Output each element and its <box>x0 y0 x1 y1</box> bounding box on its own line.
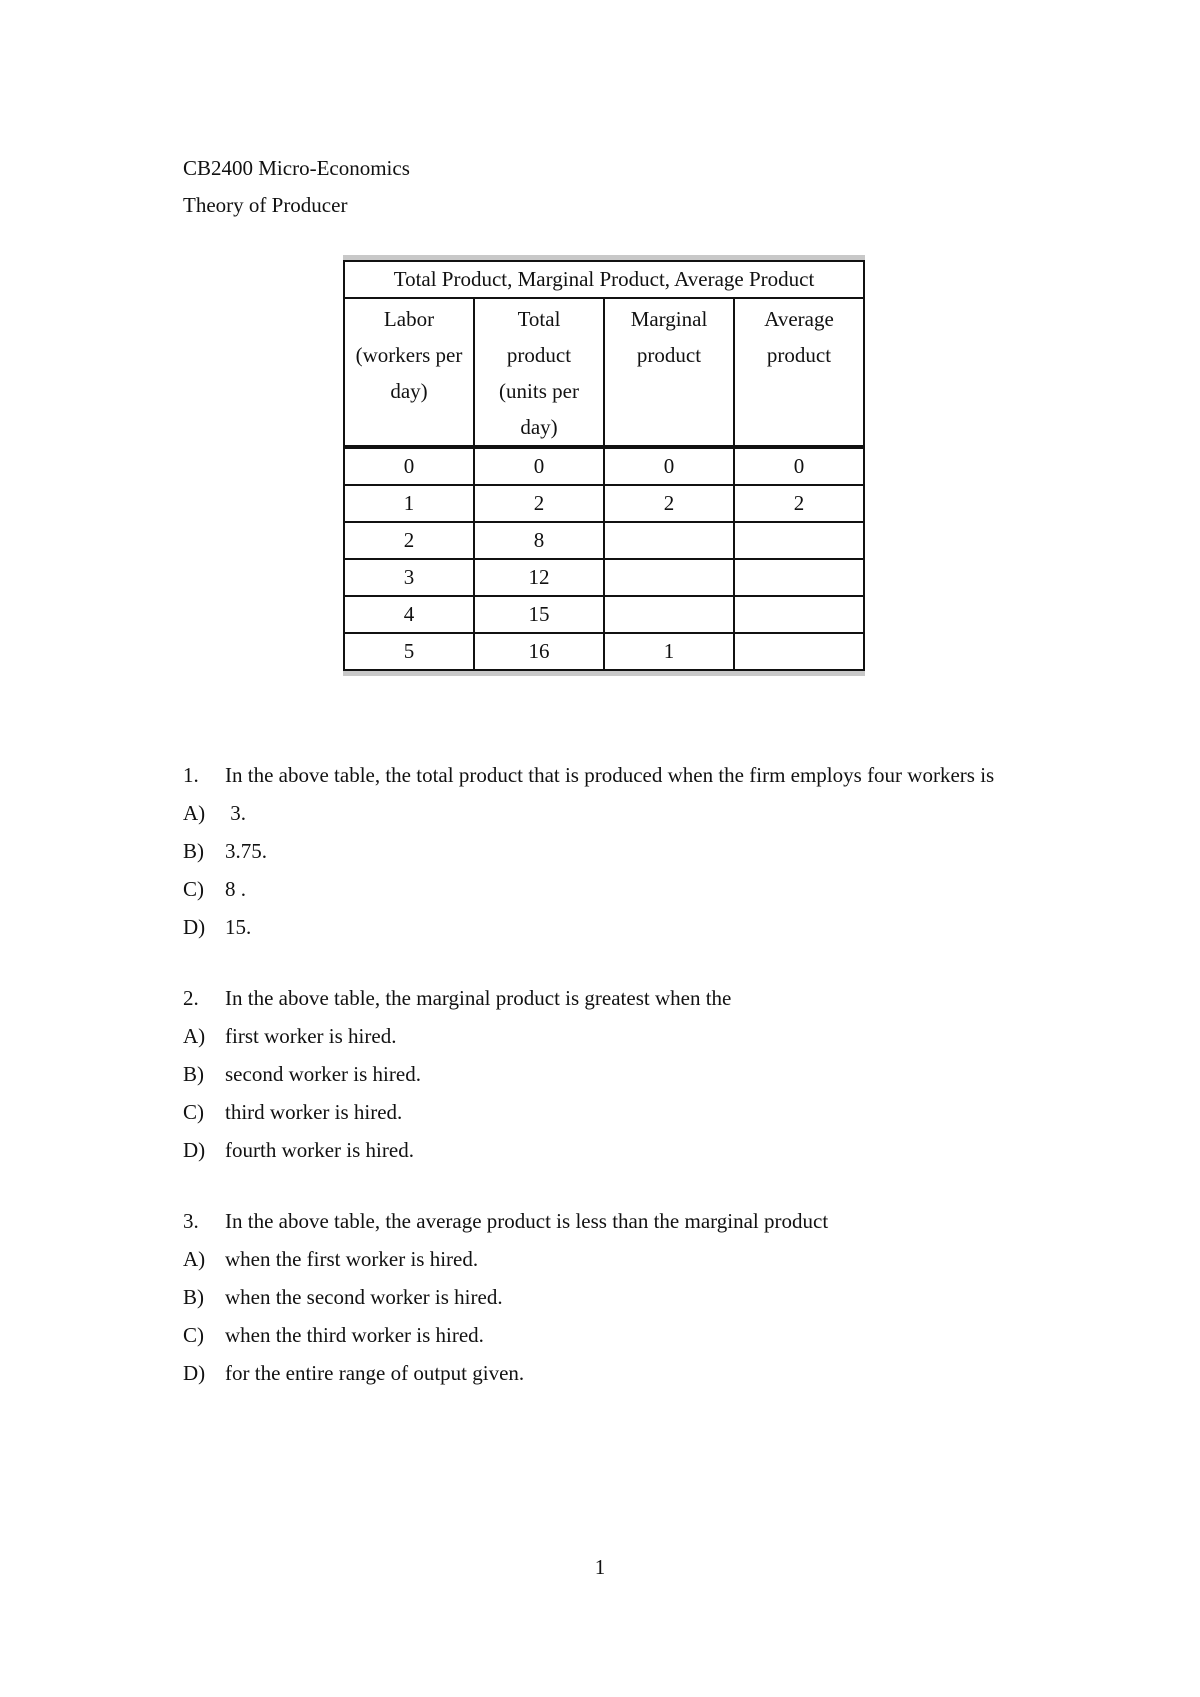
question-list <box>183 757 1083 1426</box>
table-cell: 2 <box>734 485 864 522</box>
table-cell <box>734 633 864 670</box>
table-cell <box>734 559 864 596</box>
column-header-average-product: Average product <box>734 298 864 447</box>
option-letter: D) <box>183 1361 206 1385</box>
page-number: 1 <box>594 1555 606 1579</box>
table-cell: 2 <box>474 485 604 522</box>
option-text: 3.75. <box>225 839 267 863</box>
option-text: third worker is hired. <box>225 1100 403 1124</box>
question-number: 1. <box>183 763 199 787</box>
table-column-headers <box>344 298 864 447</box>
option-text: when the second worker is hired. <box>225 1285 503 1309</box>
table-row <box>344 596 864 633</box>
option-letter: B) <box>183 1062 204 1086</box>
table-cell: 0 <box>734 447 864 485</box>
option-text: first worker is hired. <box>225 1024 397 1048</box>
option-letter: A) <box>183 801 206 825</box>
answer-option <box>183 1316 1083 1354</box>
column-header-marginal-product: Marginal product <box>604 298 734 447</box>
table-cell: 12 <box>474 559 604 596</box>
answer-option <box>183 1055 1083 1093</box>
option-letter: C) <box>183 1100 204 1124</box>
question-1 <box>183 757 1083 946</box>
option-letter: B) <box>183 839 204 863</box>
table-row <box>344 485 864 522</box>
option-text: when the third worker is hired. <box>225 1323 484 1347</box>
document-header <box>183 150 410 224</box>
table-caption: Total Product, Marginal Product, Average Product <box>344 261 864 298</box>
answer-option <box>183 870 1083 908</box>
answer-option <box>183 908 1083 946</box>
table-body <box>344 447 864 670</box>
answer-option <box>183 1278 1083 1316</box>
answer-option <box>183 1017 1083 1055</box>
question-3 <box>183 1203 1083 1392</box>
table-cell: 0 <box>474 447 604 485</box>
table-cell: 2 <box>344 522 474 559</box>
question-text: In the above table, the average product is less than the marginal product <box>225 1209 829 1233</box>
option-letter: B) <box>183 1285 204 1309</box>
table-row <box>344 447 864 485</box>
option-text: second worker is hired. <box>225 1062 421 1086</box>
table-cell: 1 <box>344 485 474 522</box>
answer-option <box>183 794 1083 832</box>
answer-option <box>183 1093 1083 1131</box>
column-header-labor: Labor (workers per day) <box>344 298 474 447</box>
option-letter: D) <box>183 1138 206 1162</box>
table-cell: 0 <box>604 447 734 485</box>
table-cell: 1 <box>604 633 734 670</box>
table-cell: 8 <box>474 522 604 559</box>
table-row <box>344 633 864 670</box>
table-cell <box>604 522 734 559</box>
question-number: 2. <box>183 986 199 1010</box>
production-table <box>343 260 865 671</box>
answer-option <box>183 1240 1083 1278</box>
question-text: In the above table, the total product that is produced when the firm employs four workers is <box>225 763 995 787</box>
option-text: 3. <box>225 801 246 825</box>
course-title: CB2400 Micro-Economics <box>183 156 410 180</box>
option-letter: C) <box>183 877 204 901</box>
topic-title: Theory of Producer <box>183 193 348 217</box>
table-cell <box>604 559 734 596</box>
option-letter: D) <box>183 915 206 939</box>
option-text: fourth worker is hired. <box>225 1138 414 1162</box>
column-header-total-product: Total product (units per day) <box>474 298 604 447</box>
option-text: when the first worker is hired. <box>225 1247 479 1271</box>
question-number: 3. <box>183 1209 199 1233</box>
table-cell: 2 <box>604 485 734 522</box>
table-row <box>344 522 864 559</box>
table-cell <box>734 522 864 559</box>
answer-option <box>183 1354 1083 1392</box>
option-letter: C) <box>183 1323 204 1347</box>
option-letter: A) <box>183 1024 206 1048</box>
table-cell: 5 <box>344 633 474 670</box>
table-cell <box>734 596 864 633</box>
answer-option <box>183 832 1083 870</box>
table-row <box>344 559 864 596</box>
question-text: In the above table, the marginal product is greatest when the <box>225 986 732 1010</box>
table-cell: 15 <box>474 596 604 633</box>
option-text: 8 . <box>225 877 246 901</box>
table-cell: 3 <box>344 559 474 596</box>
option-text: for the entire range of output given. <box>225 1361 525 1385</box>
option-letter: A) <box>183 1247 206 1271</box>
table-cell: 0 <box>344 447 474 485</box>
question-2 <box>183 980 1083 1169</box>
table-cell: 16 <box>474 633 604 670</box>
option-text: 15. <box>225 915 252 939</box>
production-table-wrapper <box>343 255 865 676</box>
table-cell <box>604 596 734 633</box>
table-cell: 4 <box>344 596 474 633</box>
answer-option <box>183 1131 1083 1169</box>
